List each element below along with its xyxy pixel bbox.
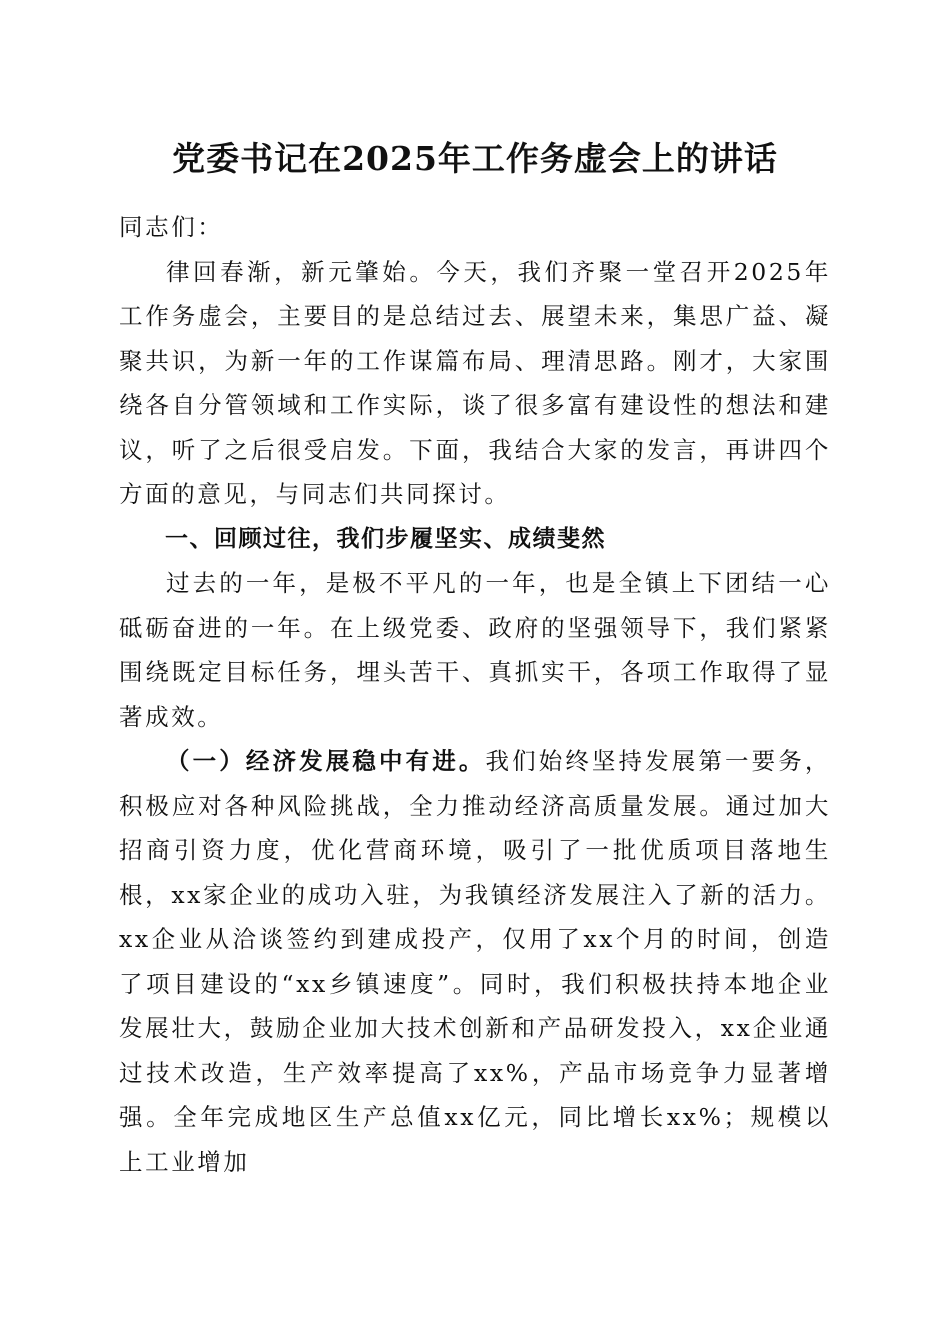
section-1-paragraph: 过去的一年，是极不平凡的一年，也是全镇上下团结一心砥砺奋进的一年。在上级党委、政府的坚强领导下，我们紧紧围绕既定目标任务，埋头苦干、真抓实干，各项工作取得了显著成效。: [119, 569, 831, 731]
document-body: [119, 205, 831, 1184]
subsection-1-paragraph: [119, 739, 831, 1184]
salutation: 同志们：: [119, 213, 224, 241]
intro-paragraph: 律回春渐，新元肇始。今天，我们齐聚一堂召开2025年工作务虚会，主要目的是总结过去、展望未来，集思广益、凝聚共识，为新一年的工作谋篇布局、理清思路。刚才，大家围绕各自分管领域和工作实际，谈了很多富有建设性的想法和建议，听了之后很受启发。下面，我结合大家的发言，再讲四个方面的意见，与同志们共同探讨。: [119, 257, 831, 508]
document-title: 党委书记在2025年工作务虚会上的讲话: [172, 139, 778, 178]
subsection-1-lead: （一）经济发展稳中有进。: [166, 747, 486, 775]
subsection-1-text: 我们始终坚持发展第一要务，积极应对各种风险挑战，全力推动经济高质量发展。通过加大招商引资力度，优化营商环境，吸引了一批优质项目落地生根，xx家企业的成功入驻，为我镇经济发展注入了新的活力。xx企业从洽谈签约到建成投产，仅用了xx个月的时间，创造了项目建设的“xx乡镇速度”。同时，我们积极扶持本地企业发展壮大，鼓励企业加大技术创新和产品研发投入，xx企业通过技术改造，生产效率提高了xx%，产品市场竞争力显著增强。全年完成地区生产总值xx亿元，同比增长xx%；规模以上工业增加: [119, 747, 831, 1176]
section-heading-1: 一、回顾过往，我们步履坚实、成绩斐然: [165, 525, 606, 552]
